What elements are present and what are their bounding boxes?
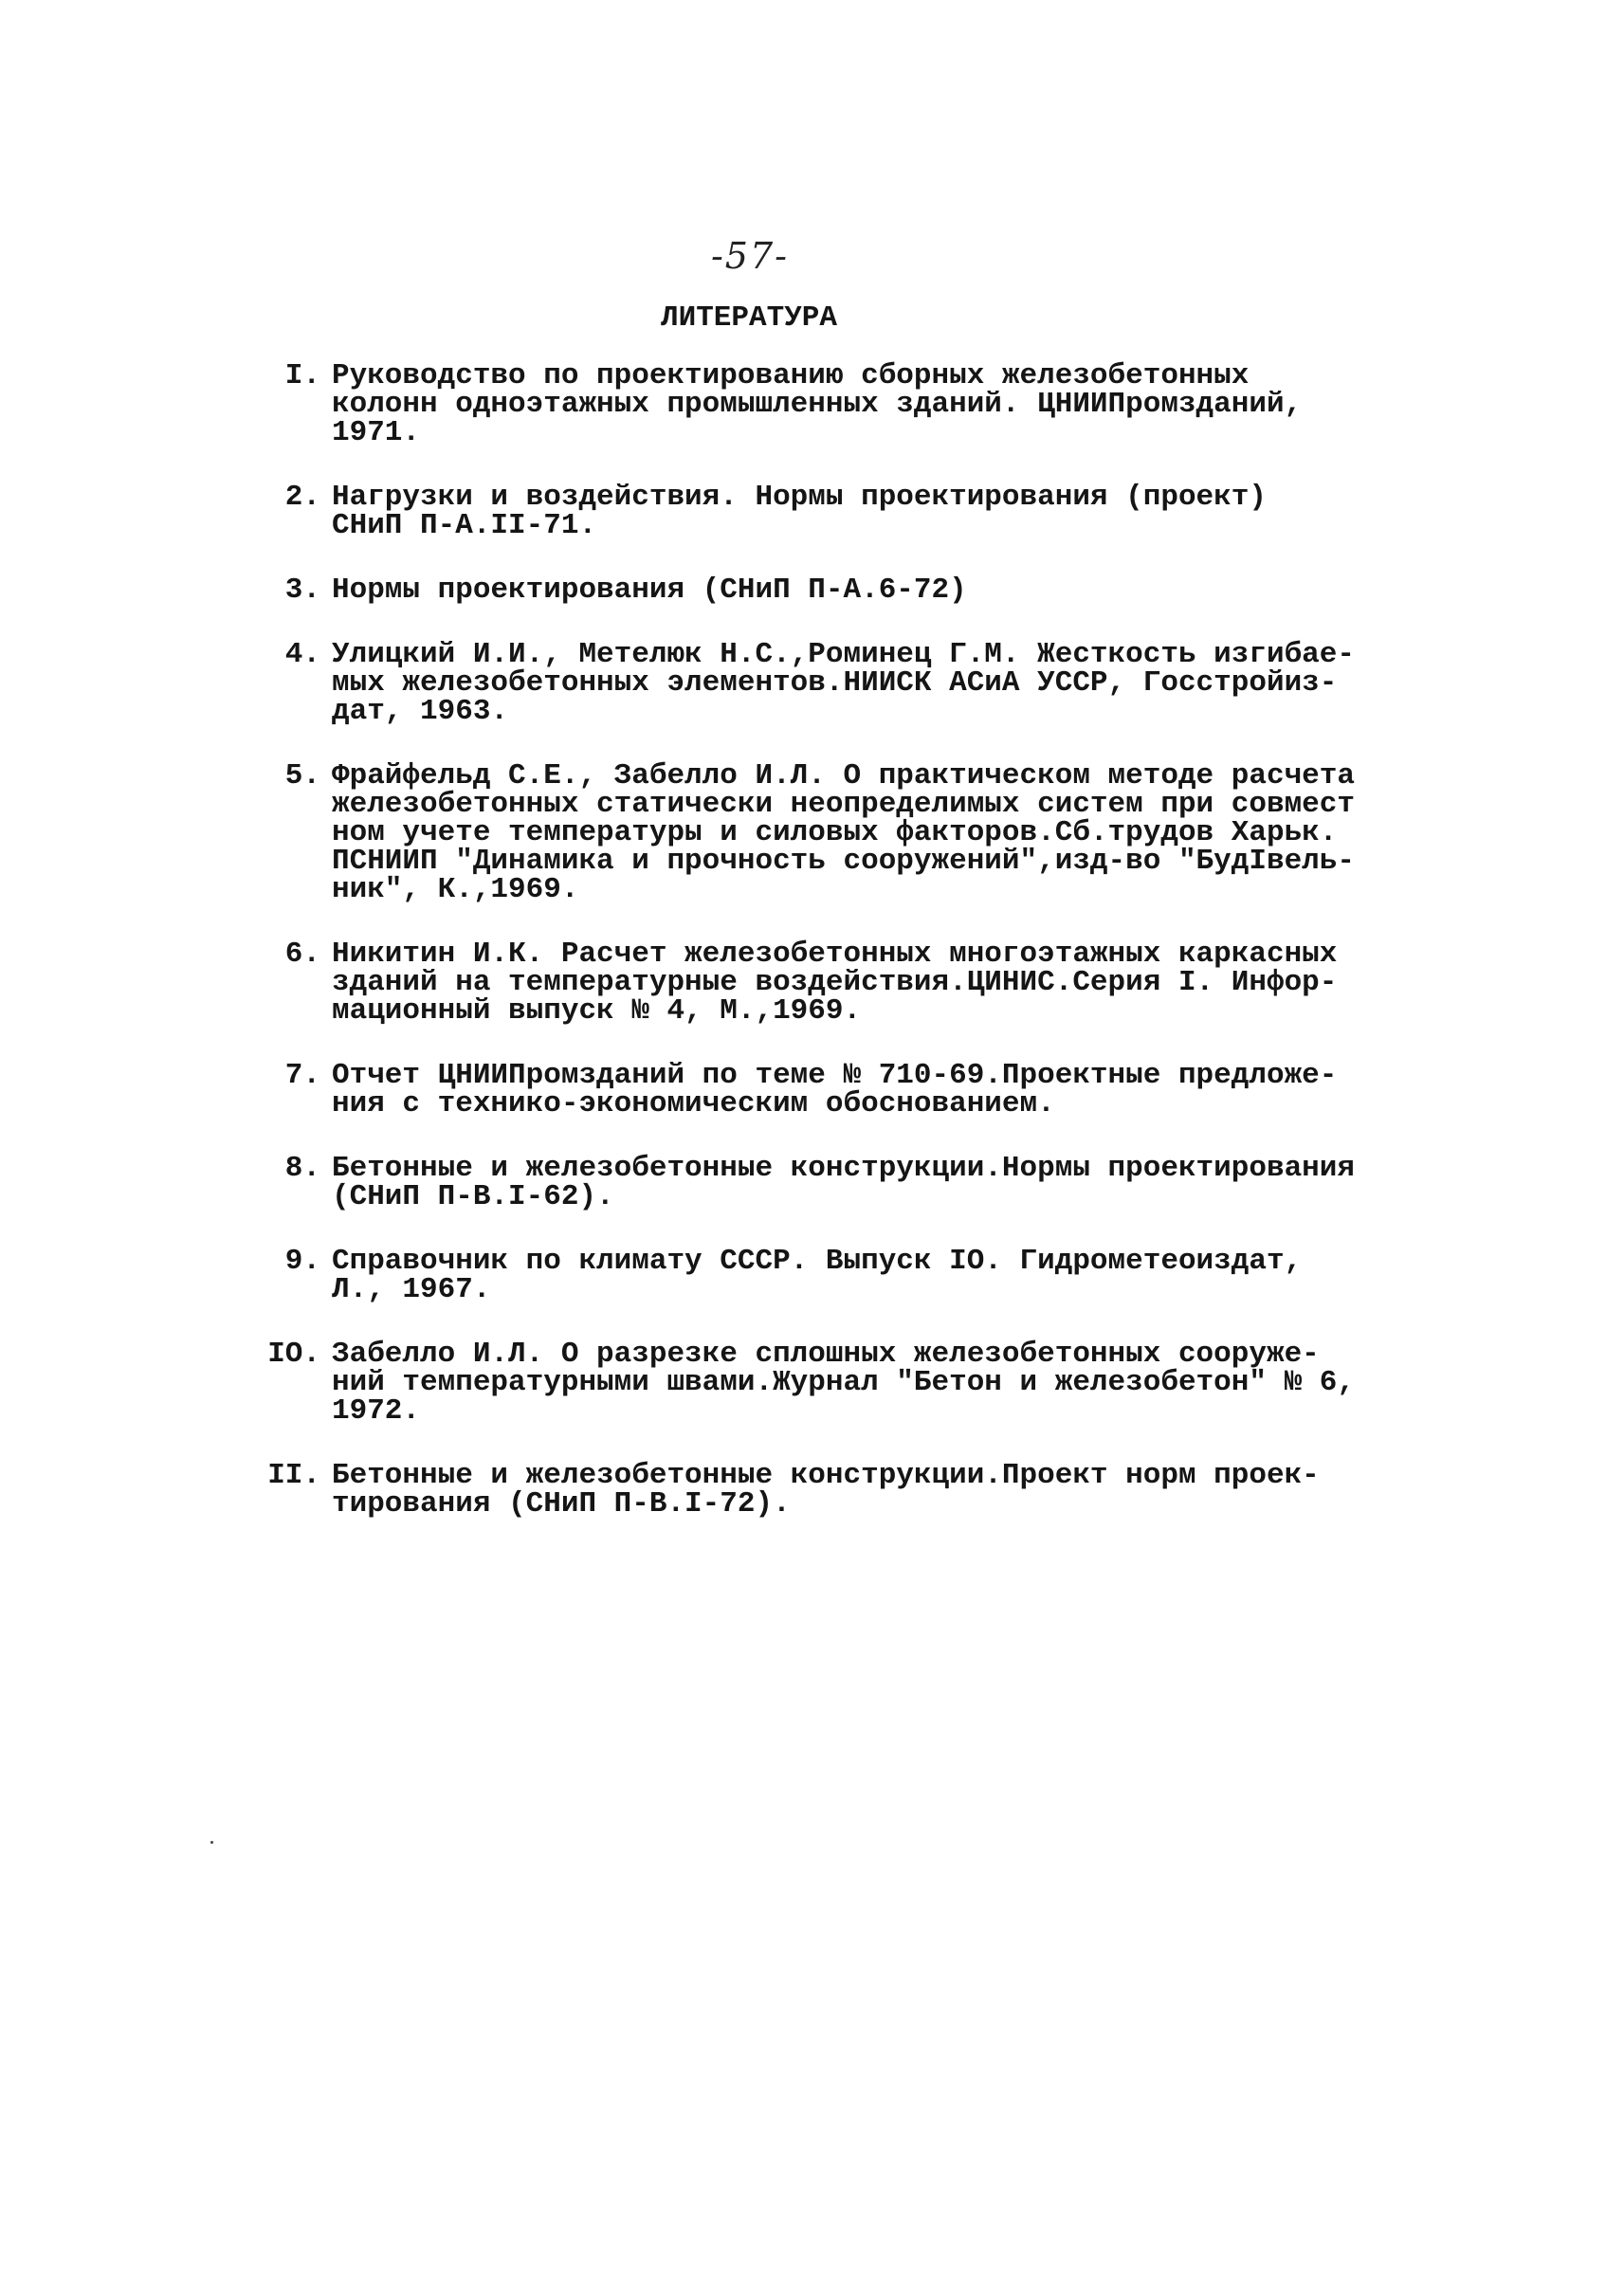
reference-number: 2. [284,481,320,514]
reference-number: 6. [284,938,320,971]
reference-text-line: ний температурными швами.Журнал "Бетон и железобетон" № 6, [332,1366,1355,1399]
reference-text-line: Нагрузки и воздействия. Нормы проектирования (проект) [332,481,1267,514]
reference-text-line: мых железобетонных элементов.НИИСК АСиА УССР, Госстройиз- [332,666,1338,700]
reference-item [254,576,1420,605]
reference-number: I. [284,359,320,392]
reference-number: 7. [284,1059,320,1092]
reference-item [254,940,1420,1026]
reference-text-line: 1972. [332,1394,421,1428]
reference-list [254,359,1420,1555]
reference-text-line: колонн одноэтажных промышленных зданий. ЦНИИПромзданий, [332,388,1303,421]
reference-text-line: ния с технико-экономическим обоснованием. [332,1087,1055,1120]
reference-number: II. [267,1459,320,1492]
reference-text-line: Бетонные и железобетонные конструкции.Нормы проектирования [332,1152,1355,1185]
reference-item [254,1059,1420,1120]
reference-item [254,1340,1420,1426]
reference-item [254,759,1420,906]
reference-text-line: ПСНИИП "Динамика и прочность сооружений",изд-во "БудIвель- [332,845,1355,878]
reference-item [254,359,1420,449]
reference-number: 9. [284,1245,320,1278]
reference-text-line: (СНиП П-В.I-62). [332,1180,614,1213]
reference-number: 3. [284,574,320,607]
reference-text-line: 1971. [332,416,421,449]
page-title: ЛИТЕРАТУРА [660,301,838,335]
reference-item [254,1459,1420,1521]
reference-text-line: Отчет ЦНИИПромзданий по теме № 710-69.Проектные предложе- [332,1059,1338,1092]
reference-number: 4. [284,638,320,671]
reference-text-line: ник", К.,1969. [332,873,579,906]
reference-item [254,483,1420,540]
reference-text-line: Забелло И.Л. О разрезке сплошных железобетонных сооруже- [332,1338,1320,1371]
reference-item [254,1152,1420,1213]
reference-text-line: железобетонных статически неопределимых систем при совмест [332,788,1355,821]
reference-item [254,638,1420,728]
reference-text-line: дат, 1963. [332,695,509,728]
reference-item [254,1245,1420,1306]
reference-text-line: зданий на температурные воздействия.ЦИНИС.Серия I. Инфор- [332,966,1338,999]
reference-text-line: ном учете температуры и силовых факторов.Сб.трудов Харьк. [332,816,1338,849]
reference-number: IO. [267,1338,320,1371]
reference-text-line: СНиП П-А.II-71. [332,509,597,542]
reference-number: 5. [284,759,320,792]
reference-text-line: Бетонные и железобетонные конструкции.Проект норм проек- [332,1459,1320,1492]
reference-text-line: мационный выпуск № 4, М.,1969. [332,994,862,1028]
page-number: -57- [710,235,790,277]
reference-text-line: Фрайфельд С.Е., Забелло И.Л. О практическом методе расчета [332,759,1355,792]
reference-text-line: Л., 1967. [332,1273,491,1306]
reference-text-line: Справочник по климату СССР. Выпуск IO. Гидрометеоиздат, [332,1245,1303,1278]
reference-number: 8. [284,1152,320,1185]
reference-text-line: Никитин И.К. Расчет железобетонных многоэтажных каркасных [332,938,1338,971]
reference-text-line: Руководство по проектированию сборных железобетонных [332,359,1250,392]
reference-text-line: Улицкий И.И., Метелюк Н.С.,Роминец Г.М. Жесткость изгибае- [332,638,1355,671]
scan-speck [210,1841,213,1844]
reference-text-line: тирования (СНиП П-В.I-72). [332,1487,791,1521]
reference-text-line: Нормы проектирования (СНиП П-А.6-72) [332,574,967,607]
